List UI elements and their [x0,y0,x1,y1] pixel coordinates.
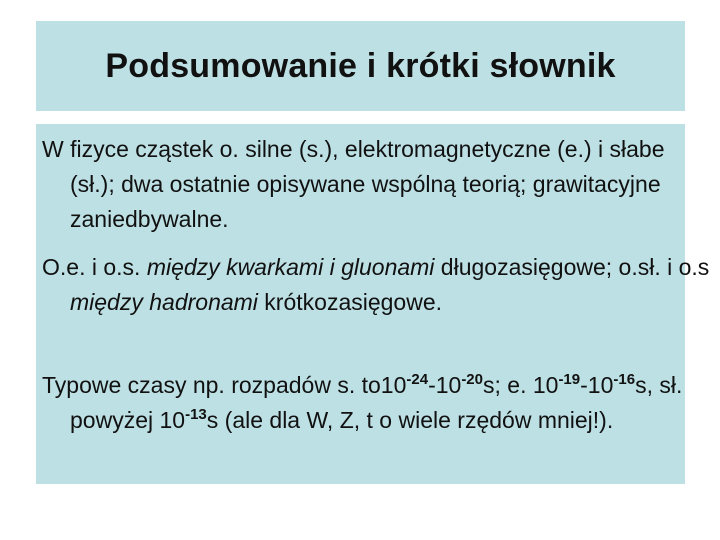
paragraph-ranges-text-a: O.e. i o.s. [42,254,147,280]
content-box [36,124,710,484]
decay-text-e: s, sł. powyżej 10 [70,372,683,433]
paragraph-ranges-text-e: krótkozasięgowe. [257,289,443,315]
decay-exponent-4: -16 [613,371,636,388]
decay-exponent-1: -24 [406,371,429,388]
slide-title: Podsumowanie i krótki słownik [105,46,616,85]
paragraph-ranges [42,250,710,320]
paragraph-ranges-italic-hadrons: między hadronami [70,289,258,315]
decay-text-d: -10 [580,372,614,398]
paragraph-ranges-text-c: długozasięgowe; o.sł. i o.s [434,254,710,280]
decay-exponent-2: -20 [461,371,483,388]
decay-text-f: s (ale dla W, Z, t o wiele rzędów mniej!). [206,407,614,433]
title-box [36,21,685,111]
decay-text-a: Typowe czasy np. rozpadów s. to10 [42,372,407,398]
decay-exponent-5: -13 [185,406,207,423]
paragraph-interactions-text: W fizyce cząstek o. silne (s.), elektromagnetyczne (e.) i słabe (sł.); dwa ostatnie opisywane wspólną teorią; grawitacyjne zaniedbywalne. [42,136,665,232]
decay-exponent-3: -19 [558,371,581,388]
decay-text-b: -10 [428,372,462,398]
decay-text-c: s; e. 10 [483,372,559,398]
paragraph-ranges-italic-quarks: między kwarkami i gluonami [146,254,435,280]
paragraph-interactions [42,132,710,237]
paragraph-decay-times [42,368,710,438]
